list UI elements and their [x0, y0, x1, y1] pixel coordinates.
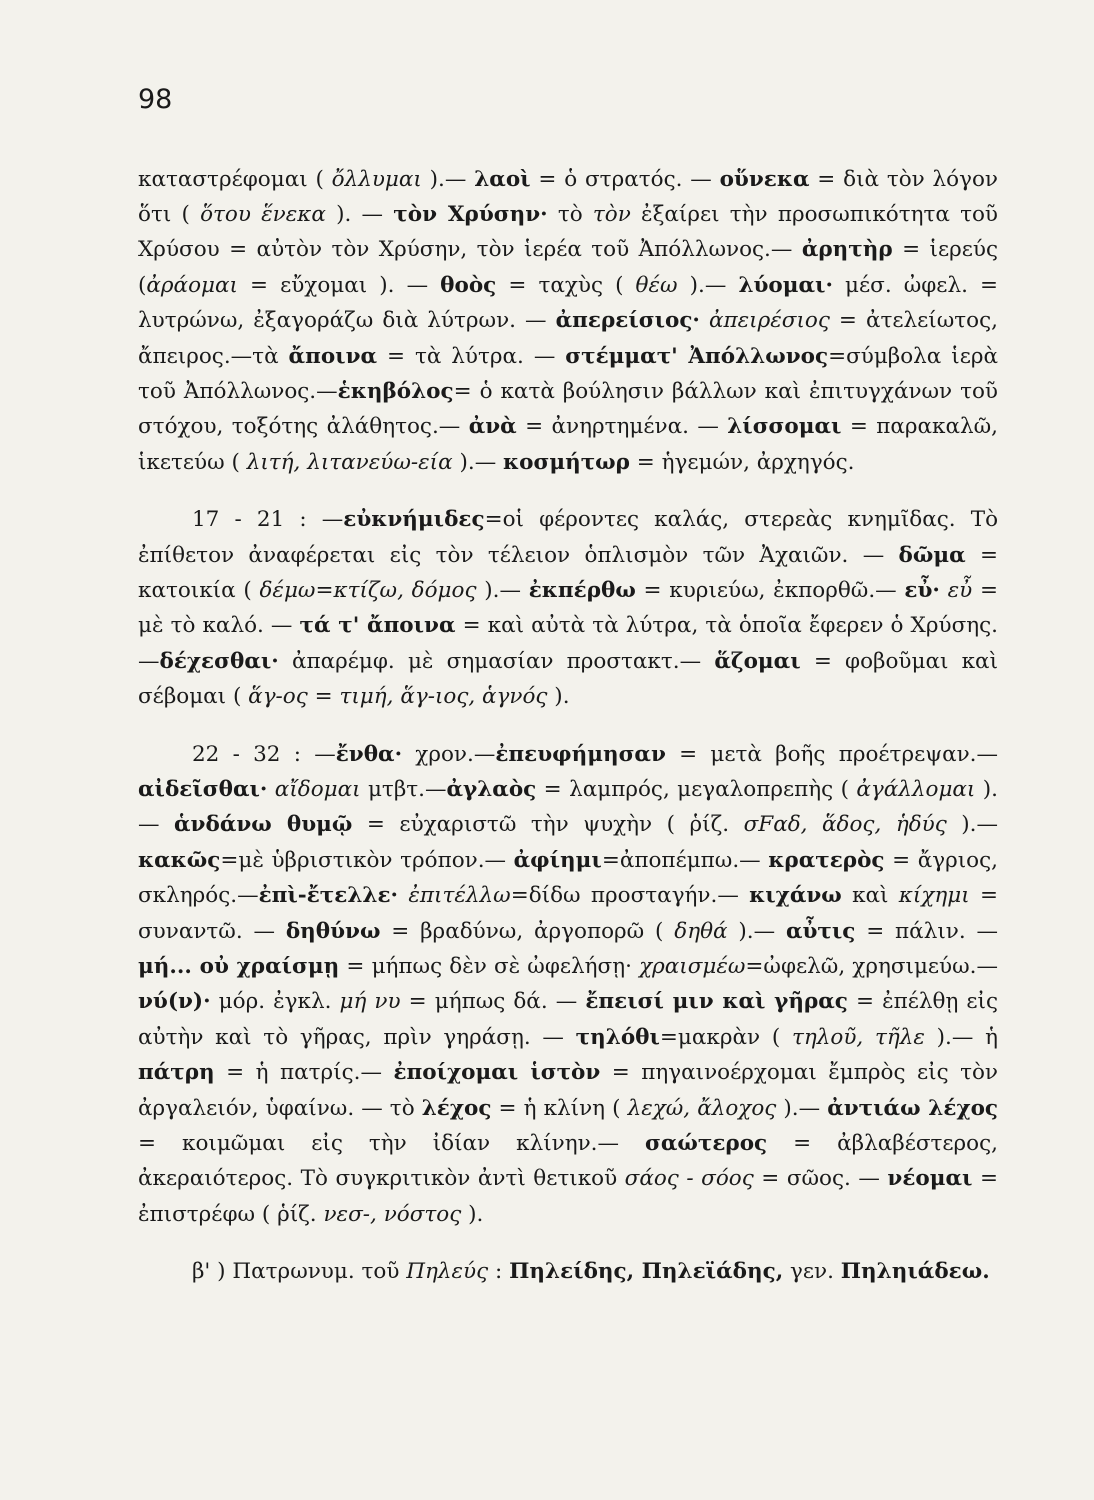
lemma-term: θοὸς: [440, 272, 497, 298]
lemma-term: δῶμα: [898, 542, 966, 568]
lemma-term: αὖτις: [785, 918, 856, 944]
gloss-text: τὸ: [547, 201, 593, 227]
gloss-text: = βραδύνω, ἀργοπορῶ (: [380, 918, 675, 944]
lemma-term: ἀντιάω λέχος: [827, 1095, 999, 1121]
lemma-term: λίσσομαι: [727, 414, 842, 440]
cited-form: χραισμέω: [639, 954, 746, 980]
gloss-text: ).—: [727, 918, 786, 944]
lemma-term: δέχεσθαι·: [159, 648, 279, 674]
paragraph: [138, 1254, 998, 1289]
cited-form: ἅγ-ος = τιμή, ἅγ-ιος, ἁγνός: [248, 684, 548, 710]
gloss-text: = ἡγεμών, ἀρχηγός.: [629, 449, 855, 475]
gloss-text: [398, 883, 408, 908]
gloss-text: μόρ. ἐγκλ.: [210, 989, 340, 1015]
gloss-text: ).—: [421, 166, 475, 192]
cited-form: μή νυ: [339, 989, 401, 1015]
cited-form: ὅτου ἕνεκα: [200, 201, 326, 227]
lemma-term: εὖ·: [904, 577, 940, 603]
gloss-text: = μήπως δὲν σὲ ὠφελήσῃ·: [339, 954, 640, 980]
gloss-text: =δίδω προσταγήν.—: [510, 883, 750, 909]
cited-form: δέμω=κτίζω, δόμος: [259, 577, 477, 603]
gloss-text: =μὲ ὑβριστικὸν τρόπον.—: [220, 847, 514, 873]
paragraph: [138, 162, 998, 481]
gloss-text: = διὰ τὸν λόγον ὅτι (: [138, 166, 998, 227]
gloss-text: [700, 308, 709, 333]
gloss-text: 22 - 32 : —: [192, 741, 336, 767]
gloss-text: = πηγαινοέρχομαι ἔμπρὸς εἰς τὸν ἀργαλειόν, ὑφαίνω. — τὸ: [138, 1060, 998, 1121]
gloss-text: = ἐπιστρέφω ( ῥίζ.: [138, 1166, 998, 1227]
lemma-term: ἀρητὴρ: [801, 237, 893, 263]
lemma-term: κοσμήτωρ: [503, 449, 630, 475]
lemma-term: νέομαι: [887, 1166, 973, 1192]
cited-form: ἀγάλλομαι: [856, 777, 976, 802]
gloss-text: [940, 578, 948, 603]
lemma-term: ἔνθα·: [335, 741, 403, 767]
lemma-term: Πηλείδης, Πηλεϊάδης,: [509, 1259, 784, 1285]
gloss-text: ).—: [776, 1095, 828, 1121]
lemma-term: πάτρη: [138, 1060, 215, 1086]
lemma-term: ἐπευφήμησαν: [495, 741, 666, 767]
cited-form: λεχώ, ἄλοχος: [627, 1095, 777, 1121]
cited-form: νεσ-, νόστος: [323, 1201, 462, 1227]
gloss-text: = ἀνηρτημένα. —: [516, 414, 728, 440]
lemma-term: ἁνδάνω θυμῷ: [174, 812, 353, 838]
gloss-text: = ἱερεύς (: [138, 237, 998, 298]
gloss-text: = ἄγριος, σκληρός.—: [138, 847, 998, 909]
gloss-text: :: [488, 1259, 510, 1285]
lemma-term: ἐποίχομαι ἱστὸν: [393, 1060, 601, 1086]
gloss-text: γεν.: [783, 1259, 841, 1285]
commentary-text: [138, 140, 998, 1311]
lemma-term: δηθύνω: [285, 918, 381, 944]
cited-form: τὸν: [592, 201, 631, 227]
gloss-text: = ἡ κλίνη (: [491, 1095, 628, 1121]
page-number: 98: [138, 84, 173, 115]
gloss-text: ).— ἡ: [924, 1024, 998, 1050]
gloss-text: =οἱ φέροντες καλάς, στερεὰς κνημῖδας. Τὸ ἐπίθετον ἀναφέρεται εἰς τὸν τέλειον ὁπλισμὸν τῶν Ἀχαιῶν. —: [138, 507, 999, 568]
gloss-text: μέσ. ὠφελ. = λυτρώνω, ἐξαγοράζω διὰ λύτρων. —: [138, 272, 999, 334]
paragraph: [138, 502, 998, 714]
lemma-term: κρατερὸς: [768, 847, 885, 873]
gloss-text: = ὁ κατὰ βούλησιν βάλλων καὶ ἐπιτυγχάνων τοῦ στόχου, τοξότης ἀλάθητος.—: [138, 378, 998, 440]
gloss-text: ).—: [452, 449, 504, 475]
gloss-text: ). —: [325, 201, 394, 227]
gloss-text: = μὲ τὸ καλό. —: [138, 577, 998, 639]
cited-form: σFαδ, ἅδος, ἡδύς: [743, 812, 947, 838]
gloss-text: = μετὰ βοῆς προέτρεψαν.—: [665, 741, 999, 767]
cited-form: ὄλλυμαι: [331, 166, 422, 192]
cited-form: θέω: [635, 272, 678, 298]
cited-form: ἀράομαι: [146, 272, 238, 298]
gloss-text: =σύμβολα ἱερὰ τοῦ Ἀπόλλωνος.—: [138, 343, 998, 404]
gloss-text: = τὰ λύτρα. —: [377, 343, 566, 369]
lemma-term: εὐκνήμιδες: [343, 507, 485, 533]
lemma-term: ἐκπέρθω: [528, 577, 636, 603]
gloss-text: ἐξαίρει τὴν προσωπικότητα τοῦ Χρύσου = αὐτὸν τὸν Χρύσην, τὸν ἱερέα τοῦ Ἀπόλλωνος.—: [138, 201, 999, 263]
gloss-text: = κατοικία (: [138, 542, 998, 603]
gloss-text: = πάλιν. —: [855, 918, 998, 944]
lemma-term: μή... οὐ χραίσμῃ: [138, 954, 340, 980]
cited-form: σάος - σόος: [624, 1166, 754, 1192]
gloss-text: καὶ: [841, 883, 899, 909]
lemma-term: ἔπεισί μιν καὶ γῆρας: [585, 989, 848, 1015]
cited-form: κίχημι: [898, 883, 970, 909]
gloss-text: ).—: [476, 577, 529, 603]
lemma-term: ἀπερείσιος·: [555, 308, 700, 334]
lemma-term: λέχος: [421, 1095, 492, 1121]
lemma-term: λύομαι·: [738, 272, 833, 298]
gloss-text: = ἡ πατρίς.—: [214, 1060, 394, 1086]
gloss-text: = εὔχομαι ). —: [237, 272, 441, 298]
cited-form: Πηλεύς: [406, 1259, 489, 1285]
gloss-text: =μακρὰν (: [659, 1024, 792, 1050]
lemma-term: ἐπὶ-ἔτελλε·: [258, 883, 399, 909]
gloss-text: = κοιμῶμαι εἰς τὴν ἰδίαν κλίνην.—: [138, 1131, 645, 1157]
lemma-term: οὕνεκα: [719, 166, 810, 192]
paragraph: [138, 737, 998, 1233]
lemma-term: ἀφίημι: [513, 847, 602, 873]
gloss-text: = λαμπρός, μεγαλοπρεπὴς (: [536, 777, 857, 802]
gloss-text: = ἐπέλθῃ εἰς αὐτὴν καὶ τὸ γῆρας, πρὶν γηράσῃ. —: [138, 989, 999, 1050]
lemma-term: ἀνὰ: [468, 414, 517, 440]
gloss-text: = κυριεύω, ἐκπορθῶ.—: [635, 577, 905, 603]
lemma-term: τά τ' ἄποινα: [299, 613, 456, 639]
cited-form: τηλοῦ, τῆλε: [791, 1024, 925, 1050]
lemma-term: ἑκηβόλος: [337, 378, 454, 404]
cited-form: εὖ: [947, 577, 973, 603]
gloss-text: = ὁ στρατός. —: [530, 166, 720, 192]
gloss-text: καταστρέφομαι (: [138, 166, 332, 192]
lemma-term: τηλόθι: [575, 1024, 660, 1050]
gloss-text: ).—: [946, 812, 998, 838]
gloss-text: ).: [547, 684, 570, 710]
gloss-text: = παρακαλῶ, ἱκετεύω (: [138, 414, 998, 475]
gloss-text: ).—: [138, 777, 998, 838]
gloss-text: = φοβοῦμαι καὶ σέβομαι (: [138, 648, 998, 710]
lemma-term: κακῶς: [138, 847, 221, 873]
lemma-term: αἰδεῖσθαι·: [138, 777, 268, 802]
gloss-text: =ὠφελῶ, χρησιμεύω.—: [745, 954, 998, 980]
gloss-text: μτβτ.—: [360, 777, 447, 802]
gloss-text: ἀπαρέμφ. μὲ σημασίαν προστακτ.—: [278, 648, 715, 674]
gloss-text: = ἀβλαβέστερος, ἀκεραιότερος. Τὸ συγκριτικὸν ἀντὶ θετικοῦ: [138, 1131, 998, 1192]
cited-form: ἀπειρέσιος: [708, 308, 830, 334]
gloss-text: =ἀποπέμπω.—: [601, 847, 769, 873]
lemma-term: κιχάνω: [749, 883, 842, 909]
lemma-term: λαοὶ: [474, 166, 531, 192]
lemma-term: νύ(ν)·: [138, 989, 211, 1015]
gloss-text: = σῶος. —: [753, 1166, 888, 1192]
lemma-term: σαώτερος: [645, 1131, 768, 1157]
gloss-text: = εὐχαριστῶ τὴν ψυχὴν ( ῥίζ.: [352, 812, 744, 838]
gloss-text: = συναντῶ. —: [138, 883, 998, 944]
gloss-text: β' ) Πατρωνυμ. τοῦ: [192, 1259, 407, 1285]
gloss-text: = μήπως δά. —: [400, 989, 586, 1015]
gloss-text: = ταχὺς (: [496, 272, 636, 298]
lemma-term: ἄποινα: [288, 343, 378, 369]
cited-form: αἴδομαι: [274, 777, 361, 802]
gloss-text: = καὶ αὐτὰ τὰ λύτρα, τὰ ὁποῖα ἔφερεν ὁ Χρύσης.—: [138, 613, 999, 674]
lemma-term: στέμματ' Ἀπόλλωνος: [565, 343, 829, 369]
gloss-text: [267, 777, 274, 802]
gloss-text: 17 - 21 : —: [192, 507, 344, 533]
gloss-text: χρον.—: [402, 741, 496, 767]
lemma-term: Πηληιάδεω.: [840, 1259, 990, 1285]
gloss-text: ).: [461, 1201, 484, 1227]
cited-form: δηθά: [674, 918, 728, 944]
cited-form: ἐπιτέλλω: [408, 883, 511, 909]
gloss-text: ).—: [677, 272, 739, 298]
lemma-term: τὸν Χρύσην·: [393, 201, 548, 227]
lemma-term: ἀγλαὸς: [446, 777, 537, 802]
lemma-term: ἅζομαι: [714, 648, 801, 674]
gloss-text: = ἀτελείωτος, ἄπειρος.—τὰ: [138, 308, 998, 369]
cited-form: λιτή, λιτανεύω-εία: [246, 449, 453, 475]
